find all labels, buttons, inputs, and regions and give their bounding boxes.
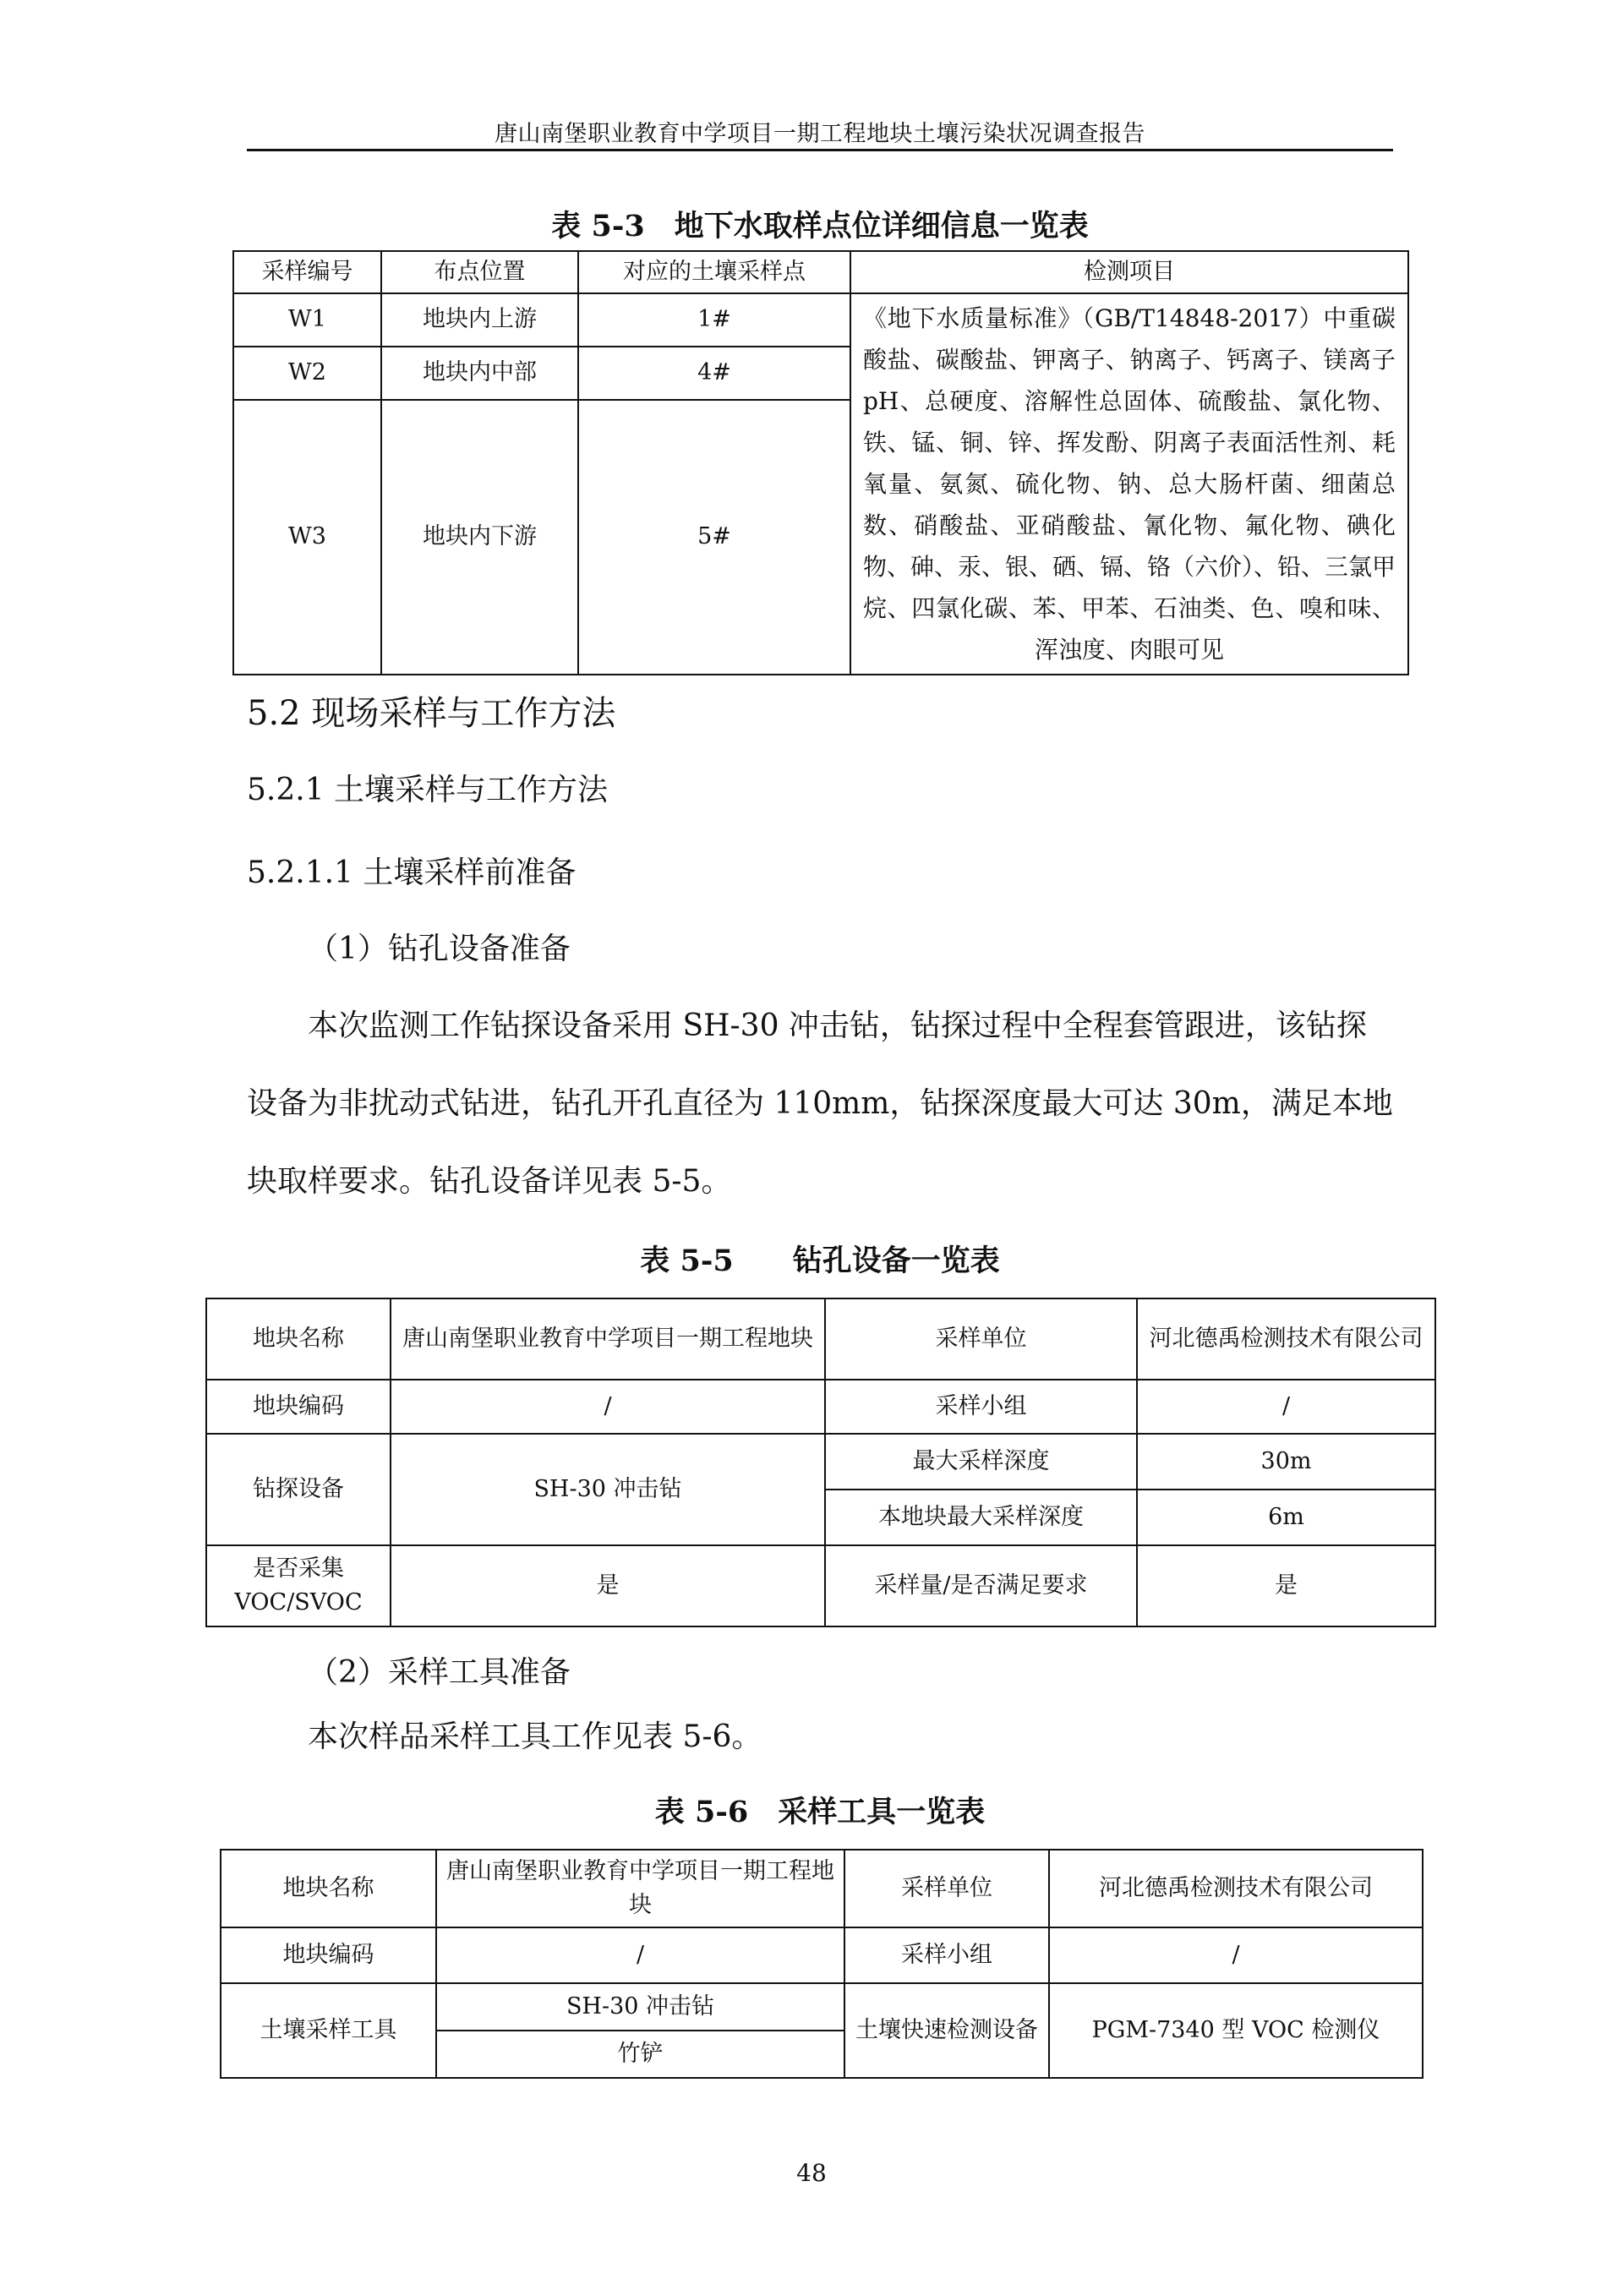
value-cell: / xyxy=(391,1380,825,1434)
table-row xyxy=(221,1983,1423,2031)
key-cell: 地块编码 xyxy=(206,1380,391,1434)
header-cell: 对应的土壤采样点 xyxy=(578,251,850,293)
paragraph-text: 本次监测工作钻探设备采用 SH-30 冲击钻，钻探过程中全程套管跟进，该钻探设备为非扰动式钻进，钻孔开孔直径为 110mm，钻探深度最大可达 30m，满足本地块取样要求。钻孔设备详见表 5-5。 xyxy=(247,1009,1393,1199)
value-cell: SH-30 冲击钻 xyxy=(436,1983,844,2031)
table-5-3 xyxy=(232,250,1409,675)
section-heading-5-2-1-1: 5.2.1.1 土壤采样前准备 xyxy=(247,856,577,890)
key-cell: 是否采集VOC/SVOC xyxy=(206,1545,391,1626)
sample-location: 地块内上游 xyxy=(381,293,578,347)
running-header: 唐山南堡职业教育中学项目一期工程地块土壤污染状况调查报告 xyxy=(495,121,1145,147)
key-cell: 采样单位 xyxy=(844,1850,1049,1927)
value-cell: 河北德禹检测技术有限公司 xyxy=(1137,1298,1435,1380)
header-cell: 布点位置 xyxy=(381,251,578,293)
table-5-5-caption: 表 5-5 钻孔设备一览表 xyxy=(640,1244,1000,1278)
sample-location: 地块内中部 xyxy=(381,347,578,400)
table-row xyxy=(233,293,1408,347)
key-cell: 采样小组 xyxy=(844,1927,1049,1983)
value-cell: 唐山南堡职业教育中学项目一期工程地块 xyxy=(436,1850,844,1927)
body-paragraph-1 xyxy=(247,987,1393,1221)
table-row xyxy=(206,1380,1435,1434)
key-cell: 地块名称 xyxy=(221,1850,436,1927)
section-heading-5-2-1: 5.2.1 土壤采样与工作方法 xyxy=(247,773,609,807)
key-cell: 采样单位 xyxy=(825,1298,1137,1380)
header-rule xyxy=(247,149,1393,151)
sample-id: W1 xyxy=(233,293,381,347)
table-row xyxy=(206,1545,1435,1626)
key-cell: 土壤采样工具 xyxy=(221,1983,436,2078)
section-heading-5-2: 5.2 现场采样与工作方法 xyxy=(247,694,616,733)
key-cell: 本地块最大采样深度 xyxy=(825,1490,1137,1545)
key-cell: 地块名称 xyxy=(206,1298,391,1380)
key-cell: 土壤快速检测设备 xyxy=(844,1983,1049,2078)
table-5-6 xyxy=(220,1849,1424,2079)
value-cell: 6m xyxy=(1137,1490,1435,1545)
key-cell: 采样量/是否满足要求 xyxy=(825,1545,1137,1626)
value-cell: PGM-7340 型 VOC 检测仪 xyxy=(1049,1983,1423,2078)
soil-point: 4# xyxy=(578,347,850,400)
key-cell: 最大采样深度 xyxy=(825,1434,1137,1490)
body-paragraph-2: 本次样品采样工具工作见表 5-6。 xyxy=(308,1719,762,1754)
key-cell: 地块编码 xyxy=(221,1927,436,1983)
sample-location: 地块内下游 xyxy=(381,400,578,675)
value-cell: 30m xyxy=(1137,1434,1435,1490)
value-cell: 是 xyxy=(391,1545,825,1626)
table-5-3-caption: 表 5-3 地下水取样点位详细信息一览表 xyxy=(551,209,1089,243)
table-5-5 xyxy=(205,1298,1436,1627)
test-items: 《地下水质量标准》（GB/T14848-2017）中重碳酸盐、碳酸盐、钾离子、钠离子、钙离子、镁离子 pH、总硬度、溶解性总固体、硫酸盐、氯化物、铁、锰、铜、锌、挥发酚、阴离子表面活性剂、耗氧量、氨氮、硫化物、钠、总大肠杆菌、细菌总数、硝酸盐、亚硝酸盐、氰化物、氟化物、碘化物、砷、汞、银、硒、镉、铬（六价）、铅、三氯甲烷、四氯化碳、苯、甲苯、石油类、色、嗅和味、浑浊度、肉眼可见 xyxy=(850,293,1408,675)
header-cell: 检测项目 xyxy=(850,251,1408,293)
list-item-2: （2）采样工具准备 xyxy=(308,1655,571,1690)
value-cell: 是 xyxy=(1137,1545,1435,1626)
value-cell: / xyxy=(436,1927,844,1983)
value-cell: / xyxy=(1049,1927,1423,1983)
page-number: 48 xyxy=(796,2159,827,2187)
table-header-row xyxy=(233,251,1408,293)
value-cell: / xyxy=(1137,1380,1435,1434)
table-row xyxy=(221,1850,1423,1927)
table-row xyxy=(206,1298,1435,1380)
sample-id: W3 xyxy=(233,400,381,675)
list-item-1: （1）钻孔设备准备 xyxy=(308,932,571,966)
key-cell: 采样小组 xyxy=(825,1380,1137,1434)
value-cell: SH-30 冲击钻 xyxy=(391,1434,825,1545)
table-5-6-caption: 表 5-6 采样工具一览表 xyxy=(654,1795,986,1829)
header-cell: 采样编号 xyxy=(233,251,381,293)
value-cell: 河北德禹检测技术有限公司 xyxy=(1049,1850,1423,1927)
key-cell: 钻探设备 xyxy=(206,1434,391,1545)
soil-point: 5# xyxy=(578,400,850,675)
table-row xyxy=(206,1434,1435,1490)
sample-id: W2 xyxy=(233,347,381,400)
value-cell: 竹铲 xyxy=(436,2031,844,2078)
value-cell: 唐山南堡职业教育中学项目一期工程地块 xyxy=(391,1298,825,1380)
table-row xyxy=(221,1927,1423,1983)
soil-point: 1# xyxy=(578,293,850,347)
